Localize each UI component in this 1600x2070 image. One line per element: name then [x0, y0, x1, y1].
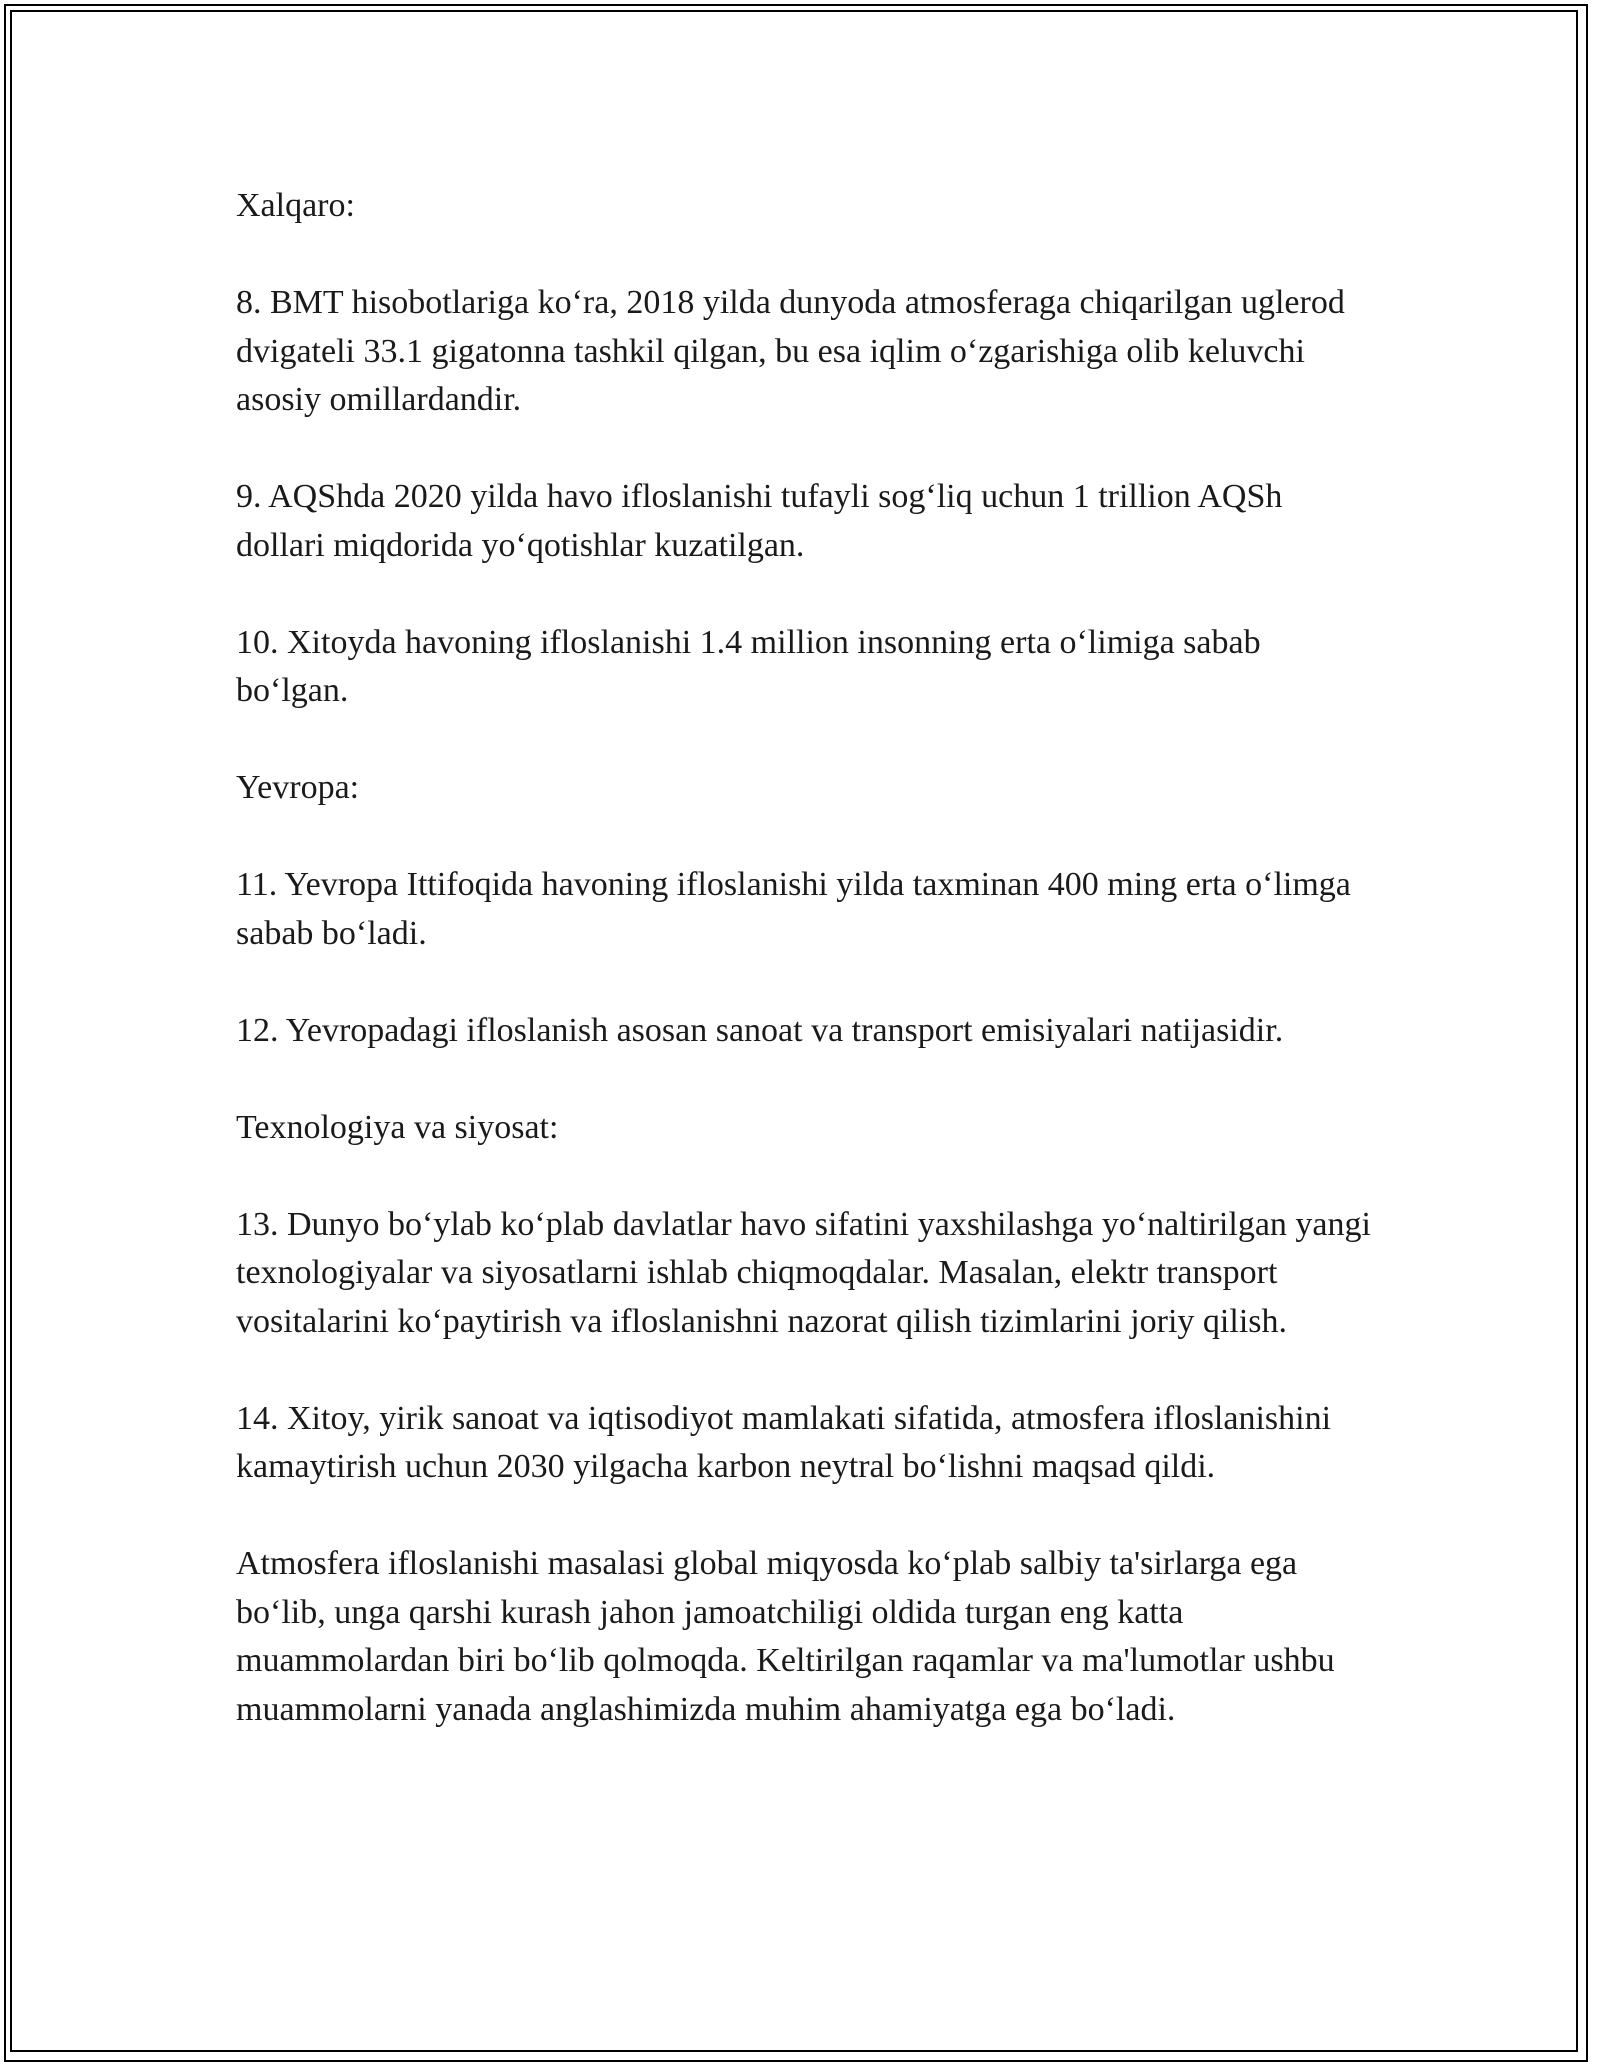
list-item-12: 12. Yevropadagi ifloslanish asosan sanoat va transport emisiyalari natijasidir.	[236, 1011, 1284, 1049]
list-item-14: 14. Xitoy, yirik sanoat va iqtisodiyot mamlakati sifatida, atmosfera ifloslanishini kamaytirish uchun 2030 yilgacha karbon neytral boʻlishni maqsad qildi.	[236, 1399, 1332, 1485]
section-heading-europe: Yevropa:	[236, 769, 360, 806]
list-item-13: 13. Dunyo boʻylab koʻplab davlatlar havo sifatini yaxshilashga yoʻnaltirilgan yangi texnologiyalar va siyosatlarni ishlab chiqmoqdalar. Masalan, elektr transport vositalarini koʻpaytirish va ifloslanishni nazorat qilish tizimlarini joriy qilish.	[236, 1205, 1371, 1340]
section-heading-international: Xalqaro:	[236, 187, 355, 224]
list-item-9: 9. AQShda 2020 yilda havo ifloslanishi tufayli sogʻliq uchun 1 trillion AQSh dollari miqdorida yoʻqotishlar kuzatilgan.	[236, 478, 1283, 564]
section-heading-technology-policy: Texnologiya va siyosat:	[236, 1108, 559, 1146]
conclusion-paragraph: Atmosfera ifloslanishi masalasi global miqyosda koʻplab salbiy ta'sirlarga ega boʻlib, unga qarshi kurash jahon jamoatchiligi oldida turgan eng katta muammolardan biri boʻlib qolmoqda. Keltirilgan raqamlar va ma'lumotlar ushbu muammolarni yanada anglashimizda muhim ahamiyatga ega boʻladi.	[236, 1545, 1335, 1728]
list-item-8: 8. BMT hisobotlariga koʻra, 2018 yilda dunyoda atmosferaga chiqarilgan uglerod dvigateli 33.1 gigatonna tashkil qilgan, bu esa iqlim oʻzgarishiga olib keluvchi asosiy omillardandir.	[236, 284, 1345, 418]
document-body	[236, 182, 1376, 1734]
list-item-11: 11. Yevropa Ittifoqida havoning ifloslanishi yilda taxminan 400 ming erta oʻlimga sabab boʻladi.	[236, 866, 1351, 952]
list-item-10: 10. Xitoyda havoning ifloslanishi 1.4 million insonning erta oʻlimiga sabab boʻlgan.	[236, 623, 1261, 709]
